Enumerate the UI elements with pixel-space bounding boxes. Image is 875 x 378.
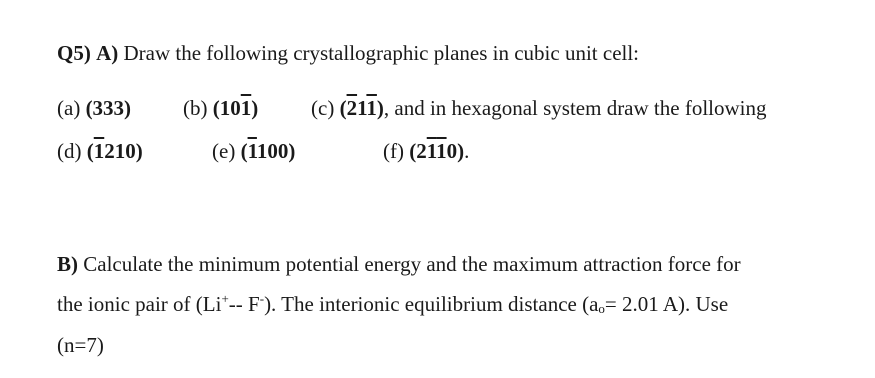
item-a (57, 98, 131, 119)
item-b-tag: (b) (183, 96, 208, 120)
item-d-tag: (d) (57, 139, 82, 163)
part-b-line-1 (57, 254, 741, 275)
item-a-index: (333) (85, 96, 132, 120)
item-e-index: (1100) (240, 139, 296, 163)
part-a-prompt: Draw the following crystallographic planes in cubic unit cell: (123, 41, 640, 65)
item-c-tag: (c) (311, 96, 335, 120)
part-b-line-2: the ionic pair of (Li+-- F-). The interionic equilibrium distance (ao= 2.01 A). Use (57, 291, 729, 316)
item-a-tag: (a) (57, 96, 81, 120)
item-f-index: (2110) (409, 139, 465, 163)
item-c-index: (211) (339, 96, 384, 120)
item-b-index: (101) (212, 96, 259, 120)
part-b-line-3: (n=7) (57, 333, 104, 357)
part-b-text-1: Calculate the minimum potential energy and the maximum attraction force for (83, 252, 741, 276)
item-f (383, 141, 469, 162)
item-e (212, 141, 295, 162)
item-e-tag: (e) (212, 139, 236, 163)
item-d (57, 141, 143, 162)
item-f-tag: (f) (383, 139, 404, 163)
part-b-label: B) (57, 252, 78, 276)
question-label: Q5) (57, 41, 91, 65)
item-d-index: (1210) (86, 139, 143, 163)
item-c-trail: , and in hexagonal system draw the following (383, 96, 767, 120)
part-a-label: A) (96, 41, 119, 65)
item-b (183, 98, 258, 119)
item-c (311, 98, 767, 119)
question-heading (57, 43, 639, 64)
item-f-trail: . (464, 139, 470, 163)
